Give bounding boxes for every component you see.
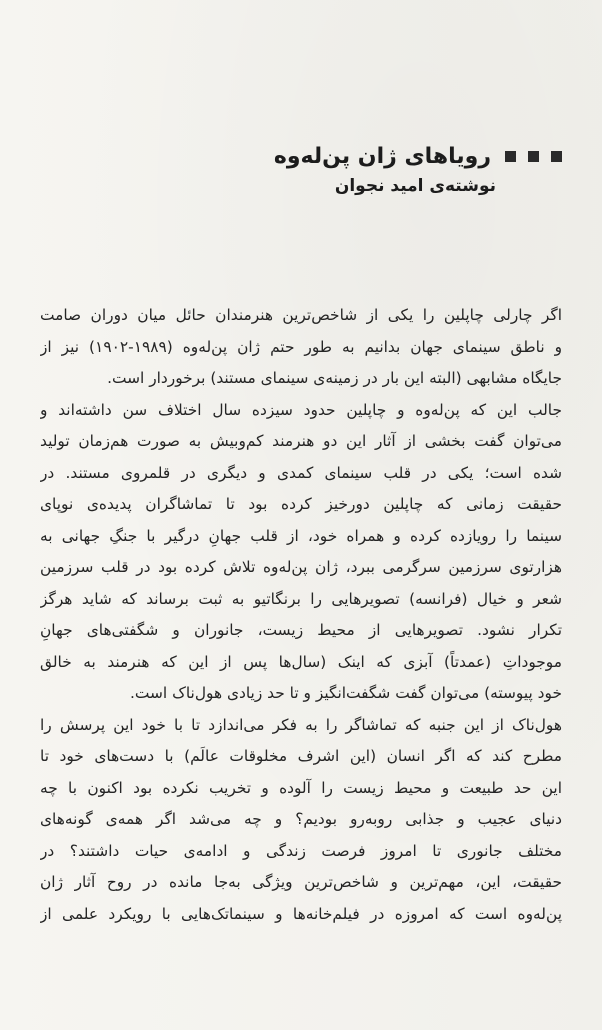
text-line: می‌توان گفت بخشی از آثار این دو هنرمند کم‌وبیش به صورت هم‌زمان تولید — [40, 432, 562, 450]
text-line: دنیای عجیب و جذابی روبه‌رو بودیم؟ و چه می‌شد اگر همه‌ی گونه‌های — [40, 810, 562, 828]
text-line: حقیقت، این، مهم‌ترین و شاخص‌ترین ویژگی به‌جا مانده در روح آثار ژان — [40, 873, 562, 891]
heading-ornament — [505, 151, 562, 162]
article-author: نوشته‌ی امید نجوان — [334, 176, 496, 196]
text-line: هول‌ناک از این جنبه که تماشاگر را به فکر می‌اندازد تا با خود این پرسش را — [40, 715, 562, 734]
text-line: حقیقت زمانی که چاپلین دورخیز کرده بود تا تماشاگران پدیده‌ی نوپای — [40, 495, 562, 513]
article-title: رویاهای ژان پن‌له‌وه — [273, 143, 491, 169]
article-header — [40, 138, 562, 174]
square-icon — [505, 151, 516, 162]
text-line: شده است؛ یکی در قلب سینمای کمدی و دیگری در قلمروی مستند. در — [40, 463, 562, 482]
article-body — [40, 300, 562, 930]
text-line: پن‌له‌وه است که امروزه در فیلم‌خانه‌ها و سینماتک‌هایی با رویکرد علمی از — [40, 904, 562, 923]
text-line: اگر چارلی چاپلین را یکی از شاخص‌ترین هنرمندان حائل میان دوران صامت — [40, 306, 562, 324]
text-line: جایگاه مشابهی (البته این بار در زمینه‌ی سینمای مستند) برخوردار است. — [107, 369, 562, 387]
text-line: سینما را رویازده کرده و همراه خود، از قلب جهانِ درگیر با جنگِ جهانی به — [40, 526, 562, 545]
text-line: و ناطق سینمای جهان بدانیم به طور حتم ژان پن‌له‌وه (۱۹۸۹-۱۹۰۲) نیز از — [40, 337, 562, 356]
text-line: مختلف جانوری تا امروز فرصت زندگی و ادامه‌ی حیات داشتند؟ در — [40, 841, 562, 860]
square-icon — [551, 151, 562, 162]
text-line: خود پیوسته) می‌توان گفت شگفت‌انگیز و تا حد زیادی هول‌ناک است. — [130, 684, 562, 702]
text-line: هزارتوی سرزمین سرگرمی ببرد، ژان پن‌له‌وه تلاش کرده بود در قلب سرزمین — [40, 558, 562, 576]
text-line: موجوداتِ (عمدتاً) آبزی که اینک (سال‌ها پس از این که هنرمند به خالق — [40, 652, 562, 671]
text-line: مطرح کند که اگر انسان (این اشرف مخلوقات عالَم) با دست‌های خود تا — [40, 747, 562, 765]
square-icon — [528, 151, 539, 162]
text-line: جالب این که پن‌له‌وه و چاپلین حدود سیزده سال اختلاف سن داشته‌اند و — [40, 400, 562, 419]
text-line: این حد طبیعت و محیط زیست را آلوده و تخریب نکرده بود اکنون با چه — [40, 778, 562, 797]
text-line: شعر و خیال (فرانسه) تصویرهایی را برنگاتیو به ثبت برساند که شاید هرگز — [40, 589, 562, 608]
text-line: تکرار نشود. تصویرهایی از محیط زیست، جانوران و شگفتی‌های جهانِ — [40, 621, 562, 639]
